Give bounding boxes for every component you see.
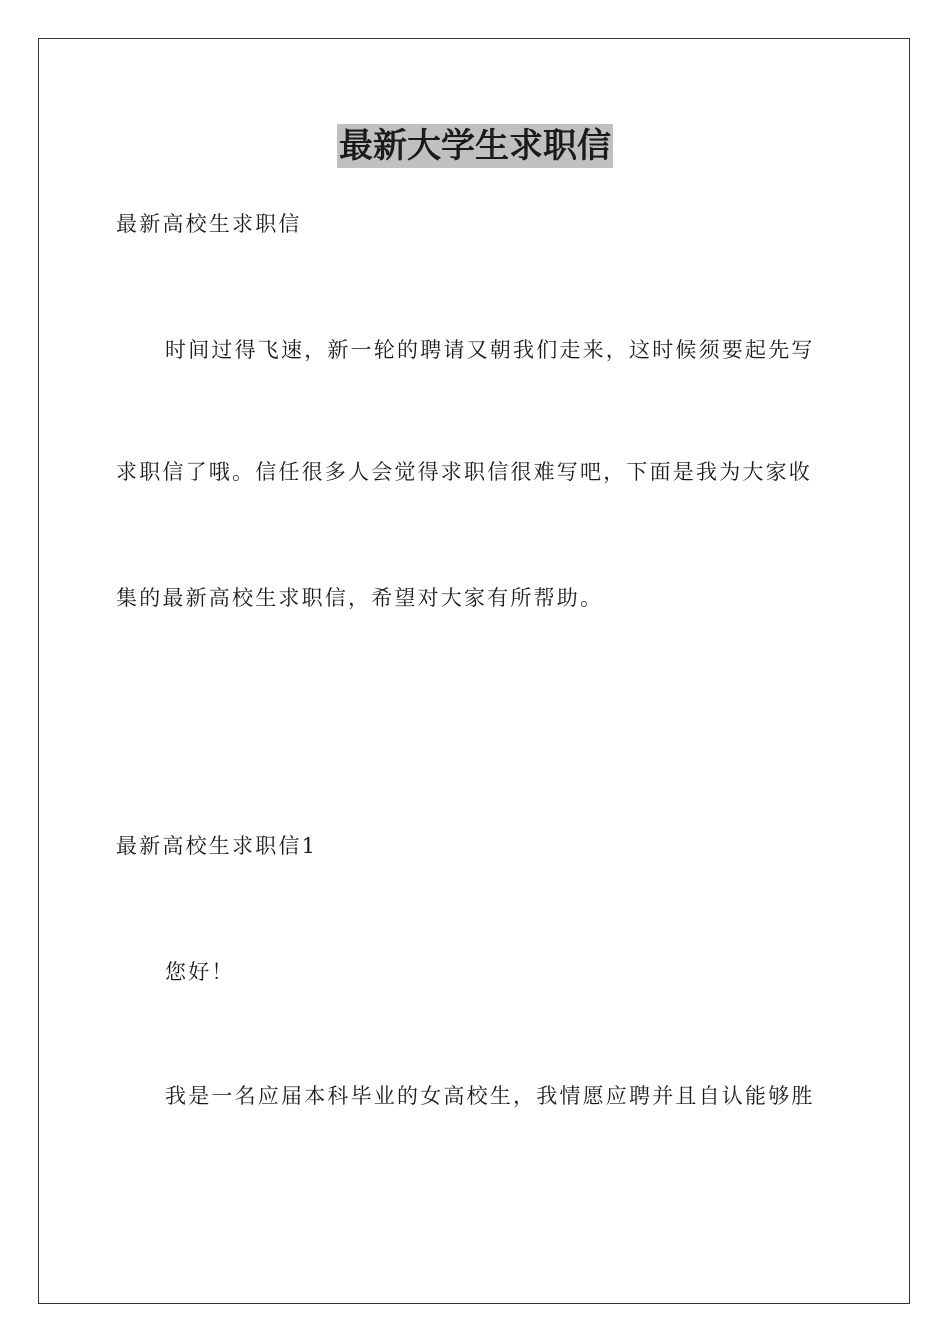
intro-line-2: 求职信了哦。信任很多人会觉得求职信很难写吧，下面是我为大家收 <box>116 460 812 484</box>
greeting-text: 您好！ <box>165 960 235 984</box>
document-title-text: 最新大学生求职信 <box>339 126 611 166</box>
document-title <box>0 124 950 168</box>
intro-line-3: 集的最新高校生求职信，希望对大家有所帮助。 <box>116 586 604 610</box>
intro-line-1: 时间过得飞速，新一轮的聘请又朝我们走来，这时候须要起先写 <box>165 338 815 362</box>
document-subtitle: 最新高校生求职信 <box>116 212 302 236</box>
section-heading: 最新高校生求职信1 <box>116 834 318 858</box>
body-line-1: 我是一名应届本科毕业的女高校生，我情愿应聘并且自认能够胜 <box>165 1084 815 1108</box>
